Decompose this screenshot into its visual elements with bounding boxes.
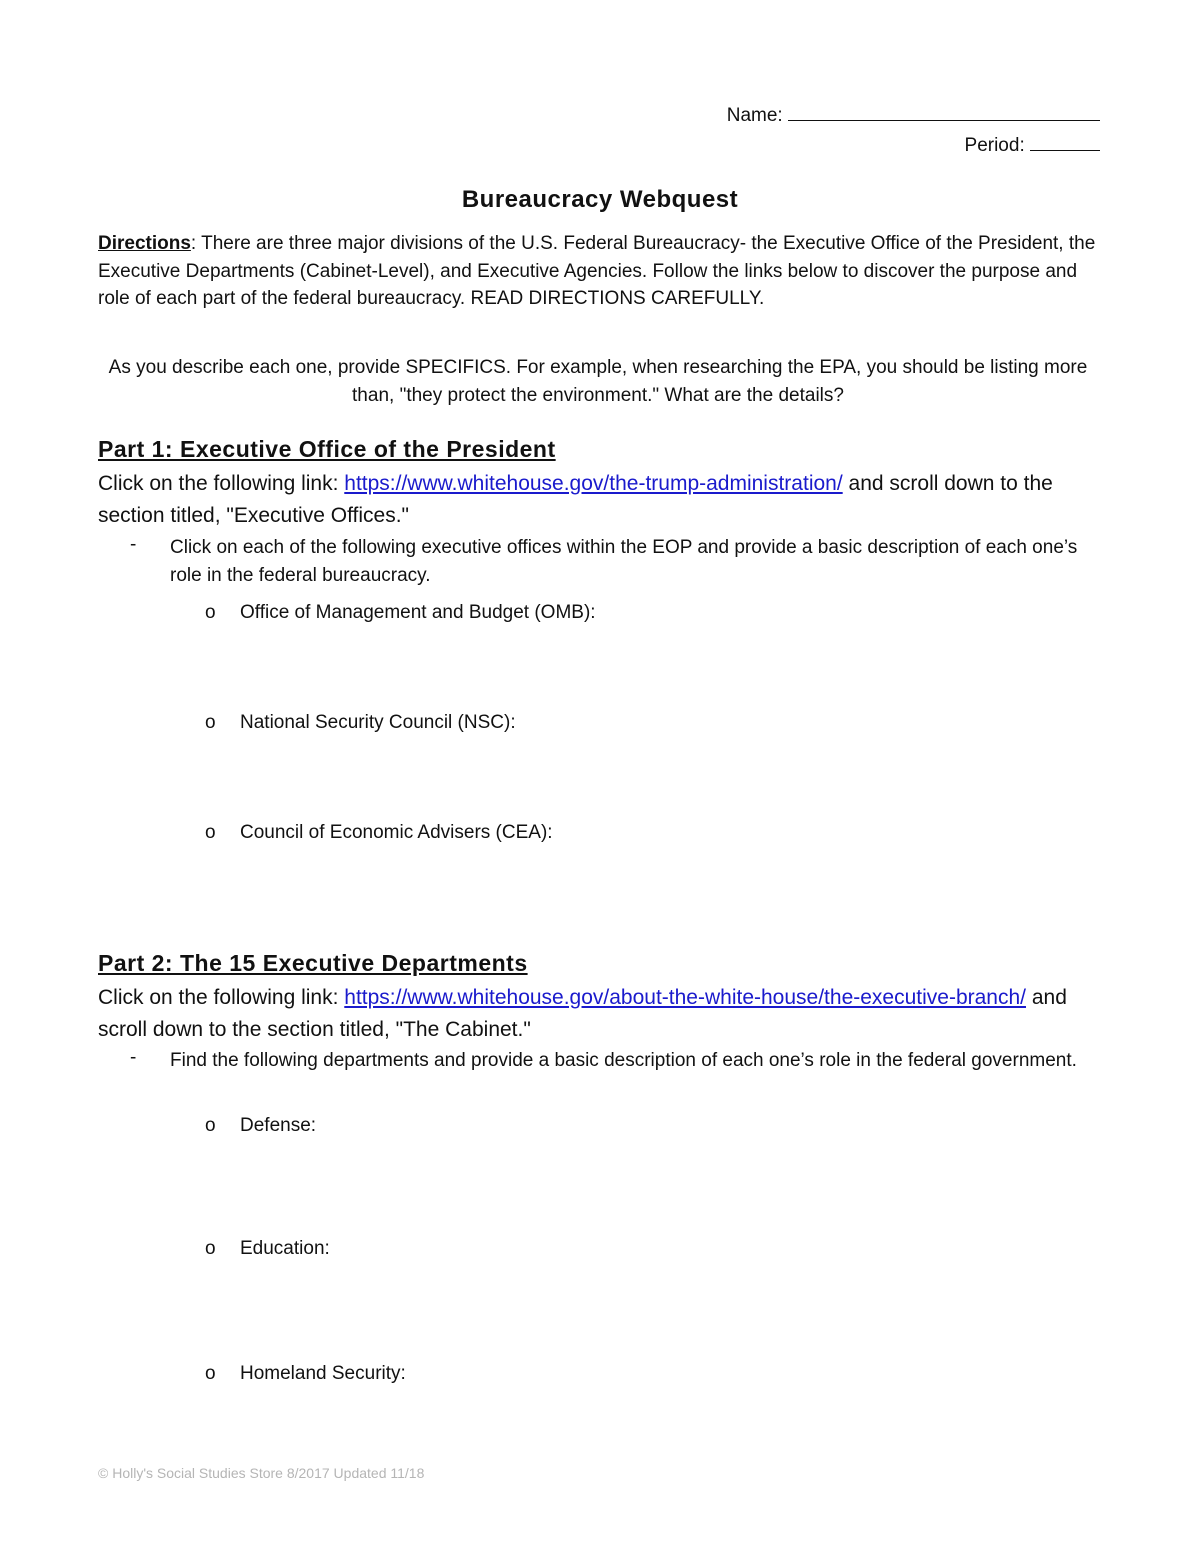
part1-item-cea xyxy=(205,822,553,844)
item-label: Office of Management and Budget (OMB): xyxy=(240,602,596,623)
part2-item-education xyxy=(205,1238,330,1260)
part2-link-paragraph xyxy=(98,982,1108,1046)
part1-click-suffix: and scroll down to the section titled, "Executive Offices." xyxy=(98,472,1053,527)
part1-instruction: Click on each of the following executive offices within the EOP and provide a basic description of each one’s role in the federal bureaucracy. xyxy=(170,537,1078,586)
circle-bullet-icon: o xyxy=(205,712,216,733)
circle-bullet-icon: o xyxy=(205,1115,216,1136)
name-blank-line[interactable] xyxy=(788,102,1100,121)
part2-instruction: Find the following departments and provide a basic description of each one’s role in the federal government. xyxy=(170,1050,1077,1071)
directions-paragraph xyxy=(98,230,1098,313)
part1-item-omb xyxy=(205,602,596,624)
part2-click-suffix: and scroll down to the section titled, "The Cabinet." xyxy=(98,986,1067,1041)
item-label: Defense: xyxy=(240,1115,317,1136)
period-field[interactable] xyxy=(965,132,1100,157)
circle-bullet-icon: o xyxy=(205,822,216,843)
example-paragraph: As you describe each one, provide SPECIFICS. For example, when researching the EPA, you should be listing more than, "they protect the environment." What are the details? xyxy=(108,357,1088,406)
part2-item-homeland-security xyxy=(205,1363,406,1385)
part1-heading: Part 1: Executive Office of the President xyxy=(98,436,556,462)
item-label: Education: xyxy=(240,1238,330,1259)
part1-click-prefix: Click on the following link: xyxy=(98,472,345,495)
item-label: Homeland Security: xyxy=(240,1363,406,1384)
copyright-footer: © Holly's Social Studies Store 8/2017 Updated 11/18 xyxy=(98,1465,425,1481)
period-blank-line[interactable] xyxy=(1030,132,1100,151)
directions-text: : There are three major divisions of the U.S. Federal Bureaucracy- the Executive Office of the President, the Executive Departments (Cabinet-Level), and Executive Agencies. Follow the links below to discover the purpose and role of each part of the federal bureaucracy. READ DIRECTIONS CAREFULLY. xyxy=(98,233,1096,309)
part1-dash-bullet: - xyxy=(130,534,137,555)
part1-link[interactable]: https://www.whitehouse.gov/the-trump-administration/ xyxy=(344,472,843,495)
directions-label: Directions xyxy=(98,233,191,254)
item-label: National Security Council (NSC): xyxy=(240,712,516,733)
part1-link-paragraph xyxy=(98,468,1108,532)
page-title: Bureaucracy Webquest xyxy=(461,186,739,213)
name-field[interactable] xyxy=(727,102,1100,127)
part1-item-nsc xyxy=(205,712,516,734)
item-label: Council of Economic Advisers (CEA): xyxy=(240,822,553,843)
circle-bullet-icon: o xyxy=(205,602,216,623)
part2-heading: Part 2: The 15 Executive Departments xyxy=(98,950,528,976)
circle-bullet-icon: o xyxy=(205,1363,216,1384)
period-label: Period: xyxy=(964,135,1025,156)
part2-link[interactable]: https://www.whitehouse.gov/about-the-white-house/the-executive-branch/ xyxy=(344,986,1026,1009)
part2-item-defense xyxy=(205,1115,316,1137)
part2-dash-bullet: - xyxy=(130,1047,137,1068)
name-label: Name: xyxy=(726,105,783,126)
circle-bullet-icon: o xyxy=(205,1238,216,1259)
part2-click-prefix: Click on the following link: xyxy=(98,986,345,1009)
